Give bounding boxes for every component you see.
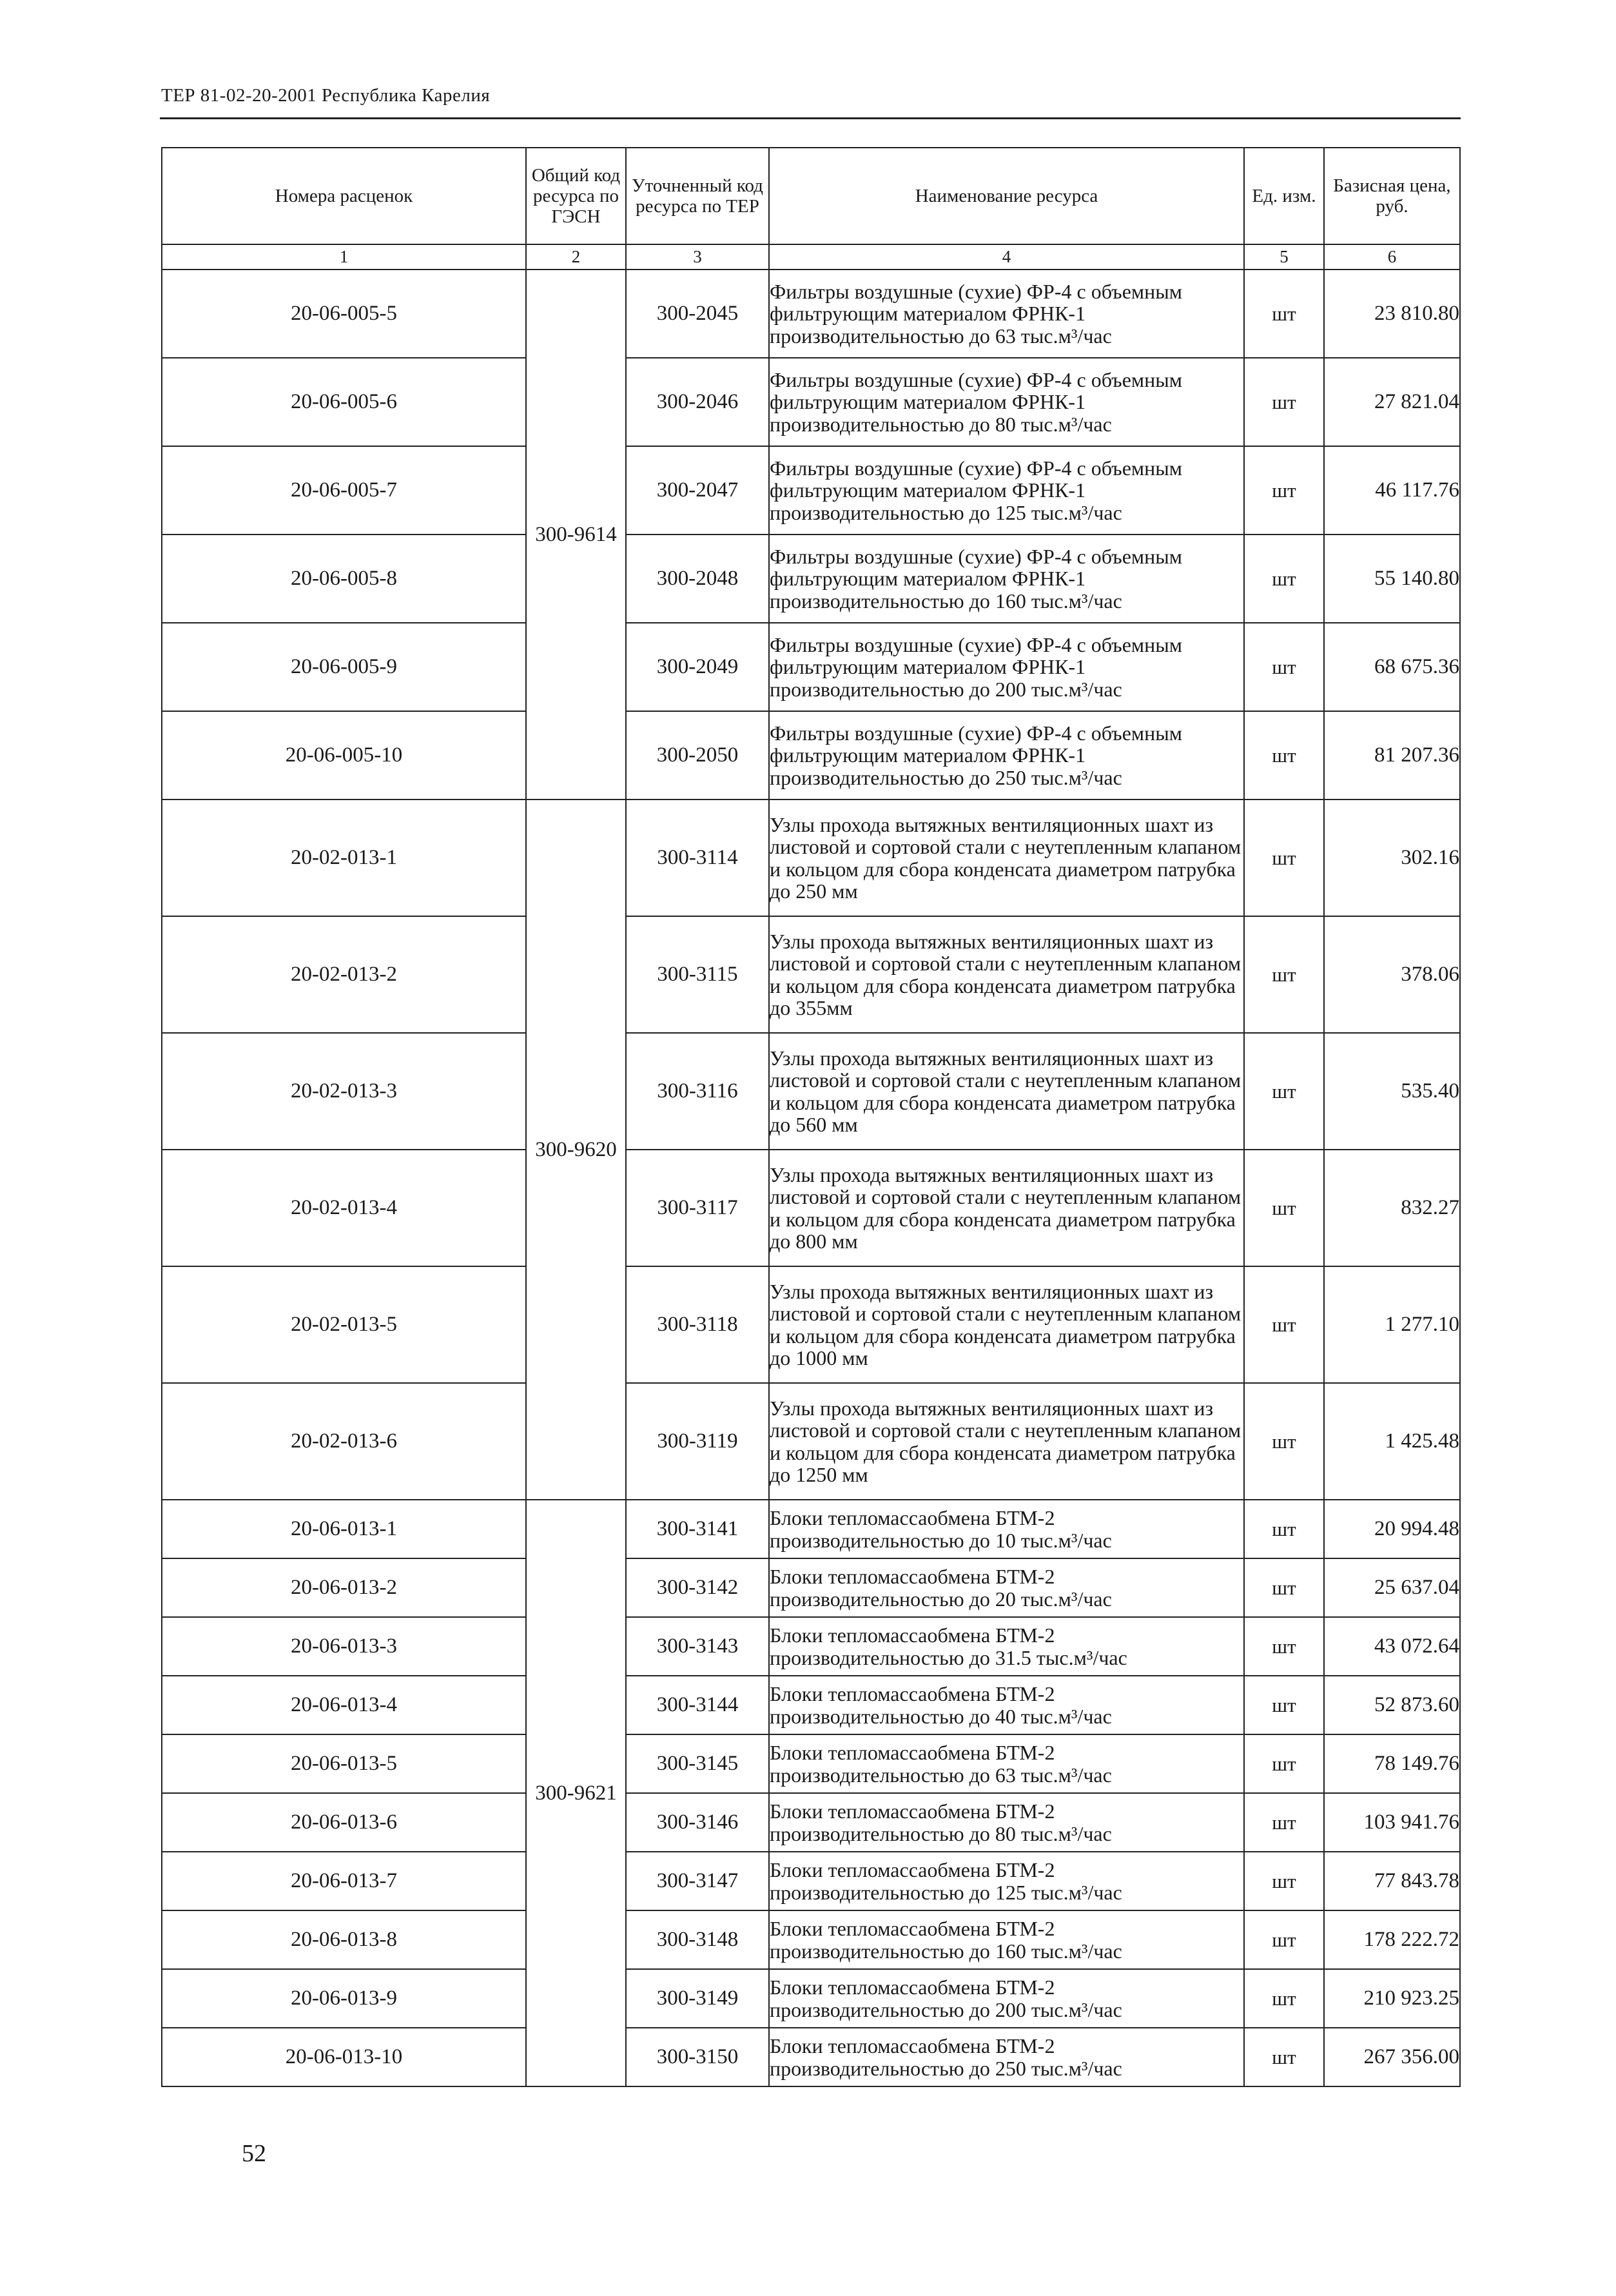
base-price: 55 140.80 [1324,535,1460,623]
rate-number: 20-06-013-10 [162,2028,526,2086]
base-price: 535.40 [1324,1033,1460,1150]
base-price: 20 994.48 [1324,1500,1460,1558]
base-price: 210 923.25 [1324,1969,1460,2028]
header-rule [160,117,1461,119]
rate-number: 20-02-013-6 [162,1383,526,1500]
table-row [162,711,1460,800]
rate-number: 20-06-005-9 [162,623,526,711]
rate-number: 20-06-005-6 [162,358,526,446]
ter-code: 300-2050 [626,711,769,800]
ter-code: 300-3147 [626,1852,769,1910]
resource-name: Блоки тепломассаобмена БТМ-2 производительностью до 160 тыс.м³/час [769,1910,1244,1969]
ter-code: 300-3143 [626,1617,769,1676]
rate-number: 20-06-013-6 [162,1793,526,1852]
rate-number: 20-06-013-7 [162,1852,526,1910]
base-price: 267 356.00 [1324,2028,1460,2086]
unit: шт [1244,270,1324,358]
ter-code: 300-3144 [626,1676,769,1734]
resource-name: Фильтры воздушные (сухие) ФР-4 с объемным фильтрующим материалом ФРНК-1 производительностью до 250 тыс.м³/час [769,711,1244,800]
table-row [162,1500,1460,1558]
ter-code: 300-3146 [626,1793,769,1852]
gesn-group-code: 300-9621 [526,1500,626,2086]
resource-name: Узлы прохода вытяжных вентиляционных шахт из листовой и сортовой стали с неутепленным клапаном и кольцом для сбора конденсата диаметром патрубка до 355мм [769,916,1244,1033]
rate-number: 20-06-013-8 [162,1910,526,1969]
table-row [162,1910,1460,1969]
table-row [162,1793,1460,1852]
column-header-resource-name: Наименование ресурса [769,148,1244,244]
table-row [162,1558,1460,1617]
table-row [162,270,1460,358]
rate-number: 20-06-005-8 [162,535,526,623]
table-row [162,1266,1460,1383]
base-price: 27 821.04 [1324,358,1460,446]
unit: шт [1244,1734,1324,1793]
resource-name: Блоки тепломассаобмена БТМ-2 производительностью до 125 тыс.м³/час [769,1852,1244,1910]
column-header-unit: Ед. изм. [1244,148,1324,244]
column-number: 4 [769,244,1244,270]
unit: шт [1244,1383,1324,1500]
unit: шт [1244,358,1324,446]
unit: шт [1244,1676,1324,1734]
table-row [162,446,1460,535]
table-row [162,535,1460,623]
column-number: 6 [1324,244,1460,270]
column-number-row [162,244,1460,270]
unit: шт [1244,2028,1324,2086]
ter-code: 300-2046 [626,358,769,446]
unit: шт [1244,1558,1324,1617]
gesn-group-code: 300-9620 [526,800,626,1500]
base-price: 1 425.48 [1324,1383,1460,1500]
base-price: 302.16 [1324,800,1460,916]
unit: шт [1244,1793,1324,1852]
base-price: 68 675.36 [1324,623,1460,711]
unit: шт [1244,1910,1324,1969]
ter-code: 300-3145 [626,1734,769,1793]
ter-code: 300-2048 [626,535,769,623]
unit: шт [1244,535,1324,623]
resource-name: Блоки тепломассаобмена БТМ-2 производительностью до 10 тыс.м³/час [769,1500,1244,1558]
ter-code: 300-2045 [626,270,769,358]
unit: шт [1244,800,1324,916]
unit: шт [1244,1150,1324,1266]
unit: шт [1244,1617,1324,1676]
rate-number: 20-06-005-5 [162,270,526,358]
base-price: 77 843.78 [1324,1852,1460,1910]
resource-name: Фильтры воздушные (сухие) ФР-4 с объемным фильтрующим материалом ФРНК-1 производительностью до 200 тыс.м³/час [769,623,1244,711]
gesn-group-code: 300-9614 [526,270,626,800]
ter-code: 300-2049 [626,623,769,711]
base-price: 103 941.76 [1324,1793,1460,1852]
rate-number: 20-06-005-10 [162,711,526,800]
rate-number: 20-02-013-1 [162,800,526,916]
unit: шт [1244,446,1324,535]
ter-code: 300-3142 [626,1558,769,1617]
table-row [162,2028,1460,2086]
rate-number: 20-02-013-3 [162,1033,526,1150]
rate-number: 20-06-013-9 [162,1969,526,2028]
unit: шт [1244,1969,1324,2028]
unit: шт [1244,1033,1324,1150]
unit: шт [1244,916,1324,1033]
resource-name: Блоки тепломассаобмена БТМ-2 производительностью до 200 тыс.м³/час [769,1969,1244,2028]
rate-number: 20-06-013-1 [162,1500,526,1558]
unit: шт [1244,623,1324,711]
base-price: 178 222.72 [1324,1910,1460,1969]
column-header-ter-code: Уточненный код ресурса по ТЕР [626,148,769,244]
resource-name: Фильтры воздушные (сухие) ФР-4 с объемным фильтрующим материалом ФРНК-1 производительностью до 125 тыс.м³/час [769,446,1244,535]
table-row [162,1033,1460,1150]
ter-code: 300-3118 [626,1266,769,1383]
rate-number: 20-06-013-4 [162,1676,526,1734]
base-price: 1 277.10 [1324,1266,1460,1383]
ter-code: 300-3150 [626,2028,769,2086]
rate-number: 20-06-013-3 [162,1617,526,1676]
rate-number: 20-02-013-4 [162,1150,526,1266]
table-row [162,1150,1460,1266]
ter-code: 300-3114 [626,800,769,916]
table-row [162,358,1460,446]
table-row [162,1852,1460,1910]
base-price: 81 207.36 [1324,711,1460,800]
base-price: 23 810.80 [1324,270,1460,358]
table-row [162,1734,1460,1793]
resource-name: Узлы прохода вытяжных вентиляционных шахт из листовой и сортовой стали с неутепленным клапаном и кольцом для сбора конденсата диаметром патрубка до 800 мм [769,1150,1244,1266]
unit: шт [1244,1852,1324,1910]
resource-name: Фильтры воздушные (сухие) ФР-4 с объемным фильтрующим материалом ФРНК-1 производительностью до 160 тыс.м³/час [769,535,1244,623]
column-header-rate-numbers: Номера расценок [162,148,526,244]
unit: шт [1244,1266,1324,1383]
column-number: 5 [1244,244,1324,270]
ter-code: 300-3141 [626,1500,769,1558]
ter-code: 300-3149 [626,1969,769,2028]
resource-name: Блоки тепломассаобмена БТМ-2 производительностью до 31.5 тыс.м³/час [769,1617,1244,1676]
table-row [162,800,1460,916]
resource-name: Узлы прохода вытяжных вентиляционных шахт из листовой и сортовой стали с неутепленным клапаном и кольцом для сбора конденсата диаметром патрубка до 250 мм [769,800,1244,916]
table-row [162,623,1460,711]
rate-number: 20-02-013-2 [162,916,526,1033]
document-header: ТЕР 81-02-20-2001 Республика Карелия [161,85,491,106]
base-price: 52 873.60 [1324,1676,1460,1734]
rate-number: 20-06-013-5 [162,1734,526,1793]
ter-code: 300-3119 [626,1383,769,1500]
table-row [162,1676,1460,1734]
resource-name: Узлы прохода вытяжных вентиляционных шахт из листовой и сортовой стали с неутепленным клапаном и кольцом для сбора конденсата диаметром патрубка до 560 мм [769,1033,1244,1150]
column-header-gesn-code: Общий код ресурса по ГЭСН [526,148,626,244]
base-price: 46 117.76 [1324,446,1460,535]
rate-number: 20-06-005-7 [162,446,526,535]
ter-code: 300-2047 [626,446,769,535]
column-number: 3 [626,244,769,270]
column-number: 2 [526,244,626,270]
page-number: 52 [242,2140,266,2167]
table-row [162,1617,1460,1676]
ter-code: 300-3148 [626,1910,769,1969]
resource-name: Блоки тепломассаобмена БТМ-2 производительностью до 40 тыс.м³/час [769,1676,1244,1734]
resource-name: Фильтры воздушные (сухие) ФР-4 с объемным фильтрующим материалом ФРНК-1 производительностью до 80 тыс.м³/час [769,358,1244,446]
resource-name: Блоки тепломассаобмена БТМ-2 производительностью до 80 тыс.м³/час [769,1793,1244,1852]
column-header-base-price: Базисная цена, руб. [1324,148,1460,244]
resource-price-table [161,147,1461,2087]
table-row [162,1969,1460,2028]
resource-name: Узлы прохода вытяжных вентиляционных шахт из листовой и сортовой стали с неутепленным клапаном и кольцом для сбора конденсата диаметром патрубка до 1250 мм [769,1383,1244,1500]
unit: шт [1244,1500,1324,1558]
ter-code: 300-3116 [626,1033,769,1150]
resource-name: Блоки тепломассаобмена БТМ-2 производительностью до 63 тыс.м³/час [769,1734,1244,1793]
ter-code: 300-3115 [626,916,769,1033]
resource-name: Блоки тепломассаобмена БТМ-2 производительностью до 250 тыс.м³/час [769,2028,1244,2086]
rate-number: 20-02-013-5 [162,1266,526,1383]
base-price: 832.27 [1324,1150,1460,1266]
resource-name: Блоки тепломассаобмена БТМ-2 производительностью до 20 тыс.м³/час [769,1558,1244,1617]
table-row [162,916,1460,1033]
base-price: 25 637.04 [1324,1558,1460,1617]
table-row [162,1383,1460,1500]
ter-code: 300-3117 [626,1150,769,1266]
resource-name: Узлы прохода вытяжных вентиляционных шахт из листовой и сортовой стали с неутепленным клапаном и кольцом для сбора конденсата диаметром патрубка до 1000 мм [769,1266,1244,1383]
base-price: 43 072.64 [1324,1617,1460,1676]
base-price: 78 149.76 [1324,1734,1460,1793]
unit: шт [1244,711,1324,800]
resource-name: Фильтры воздушные (сухие) ФР-4 с объемным фильтрующим материалом ФРНК-1 производительностью до 63 тыс.м³/час [769,270,1244,358]
base-price: 378.06 [1324,916,1460,1033]
rate-number: 20-06-013-2 [162,1558,526,1617]
table-header-row [162,148,1460,244]
column-number: 1 [162,244,526,270]
